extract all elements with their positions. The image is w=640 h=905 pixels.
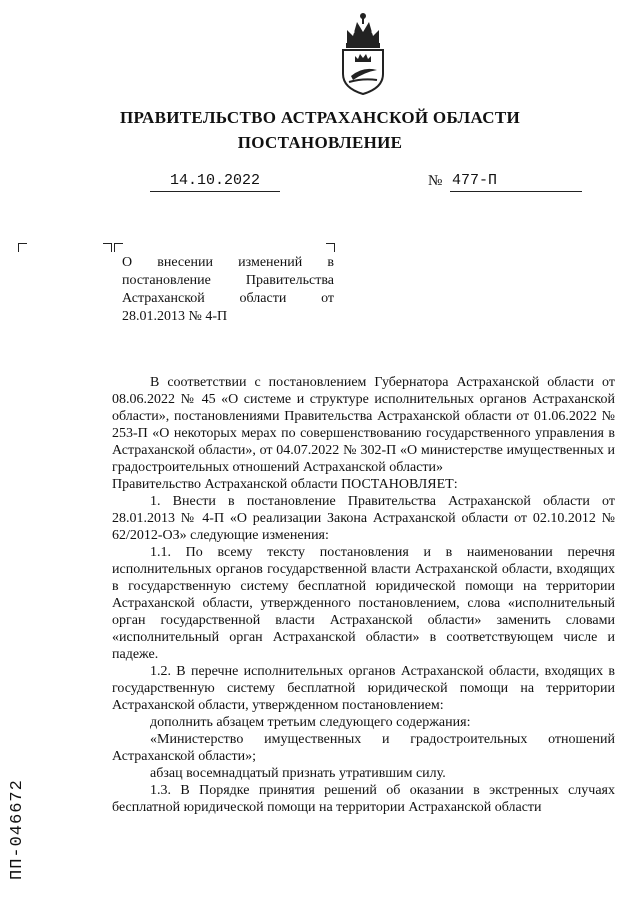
document-body (112, 374, 615, 816)
registration-stamp-text: ПП-046672 (8, 779, 27, 880)
number-sign: № (428, 173, 443, 189)
corner-mark-left (18, 243, 27, 252)
corner-mark-subject-right (326, 243, 335, 252)
body-paragraph: 1.3. В Порядке принятия решений об оказании в экстренных случаях бесплатной юридической помощи на территории Астраханской области (112, 783, 615, 815)
document-subject: О внесении изменений в постановление Правительства Астраханской области от 28.01.2013 № 4-П (122, 255, 334, 324)
body-paragraph: абзац восемнадцатый признать утратившим силу. (150, 766, 446, 781)
document-date: 14.10.2022 (150, 172, 280, 192)
body-paragraph: В соответствии с постановлением Губернатора Астраханской области от 08.06.2022 № 45 «О системе и структуре исполнительных органов Астраханской области», постановлениями Правительства Астраханской области от 01.06.2022 № 253-П «О некоторых мерах по совершенствованию государственного управления в Астраханской области», от 04.07.2022 № 302-П «О министерстве имущественных и градостроительных отношений Астраханской области» (112, 375, 615, 475)
astrakhan-coat-of-arms-icon (333, 10, 393, 96)
body-paragraph: дополнить абзацем третьим следующего содержания: (150, 715, 471, 730)
body-paragraph: «Министерство имущественных и градостроительных отношений Астраханской области»; (112, 732, 615, 764)
body-paragraph: 1.1. По всему тексту постановления и в наименовании перечня исполнительных органов государственной власти Астраханской области, входящих в государственную систему бесплатной юридической помощи на территории Астраханской области, утвержденного постановлением, слова «исполнительный орган государственной власти Астраханской области» заменить словами «исполнительный орган Астраханской области» в соответствующем числе и падеже. (112, 545, 615, 662)
body-paragraph: 1.2. В перечне исполнительных органов Астраханской области, входящих в государственную систему бесплатной юридической помощи на территории Астраханской области, утвержденном постановлением: (112, 664, 615, 713)
registration-stamp (8, 730, 28, 880)
body-paragraph: 1. Внести в постановление Правительства Астраханской области от 28.01.2013 № 4-П «О реализации Закона Астраханской области от 02.10.2012 № 62/2012-ОЗ» следующие изменения: (112, 494, 615, 543)
document-number: 477-П (450, 172, 582, 192)
corner-mark-subject-left-2 (114, 243, 123, 252)
body-paragraph: Правительство Астраханской области ПОСТАНОВЛЯЕТ: (112, 477, 458, 492)
corner-mark-subject-left (103, 243, 112, 252)
organization-title: ПРАВИТЕЛЬСТВО АСТРАХАНСКОЙ ОБЛАСТИ (120, 108, 520, 127)
document-type-title: ПОСТАНОВЛЕНИЕ (237, 133, 403, 152)
